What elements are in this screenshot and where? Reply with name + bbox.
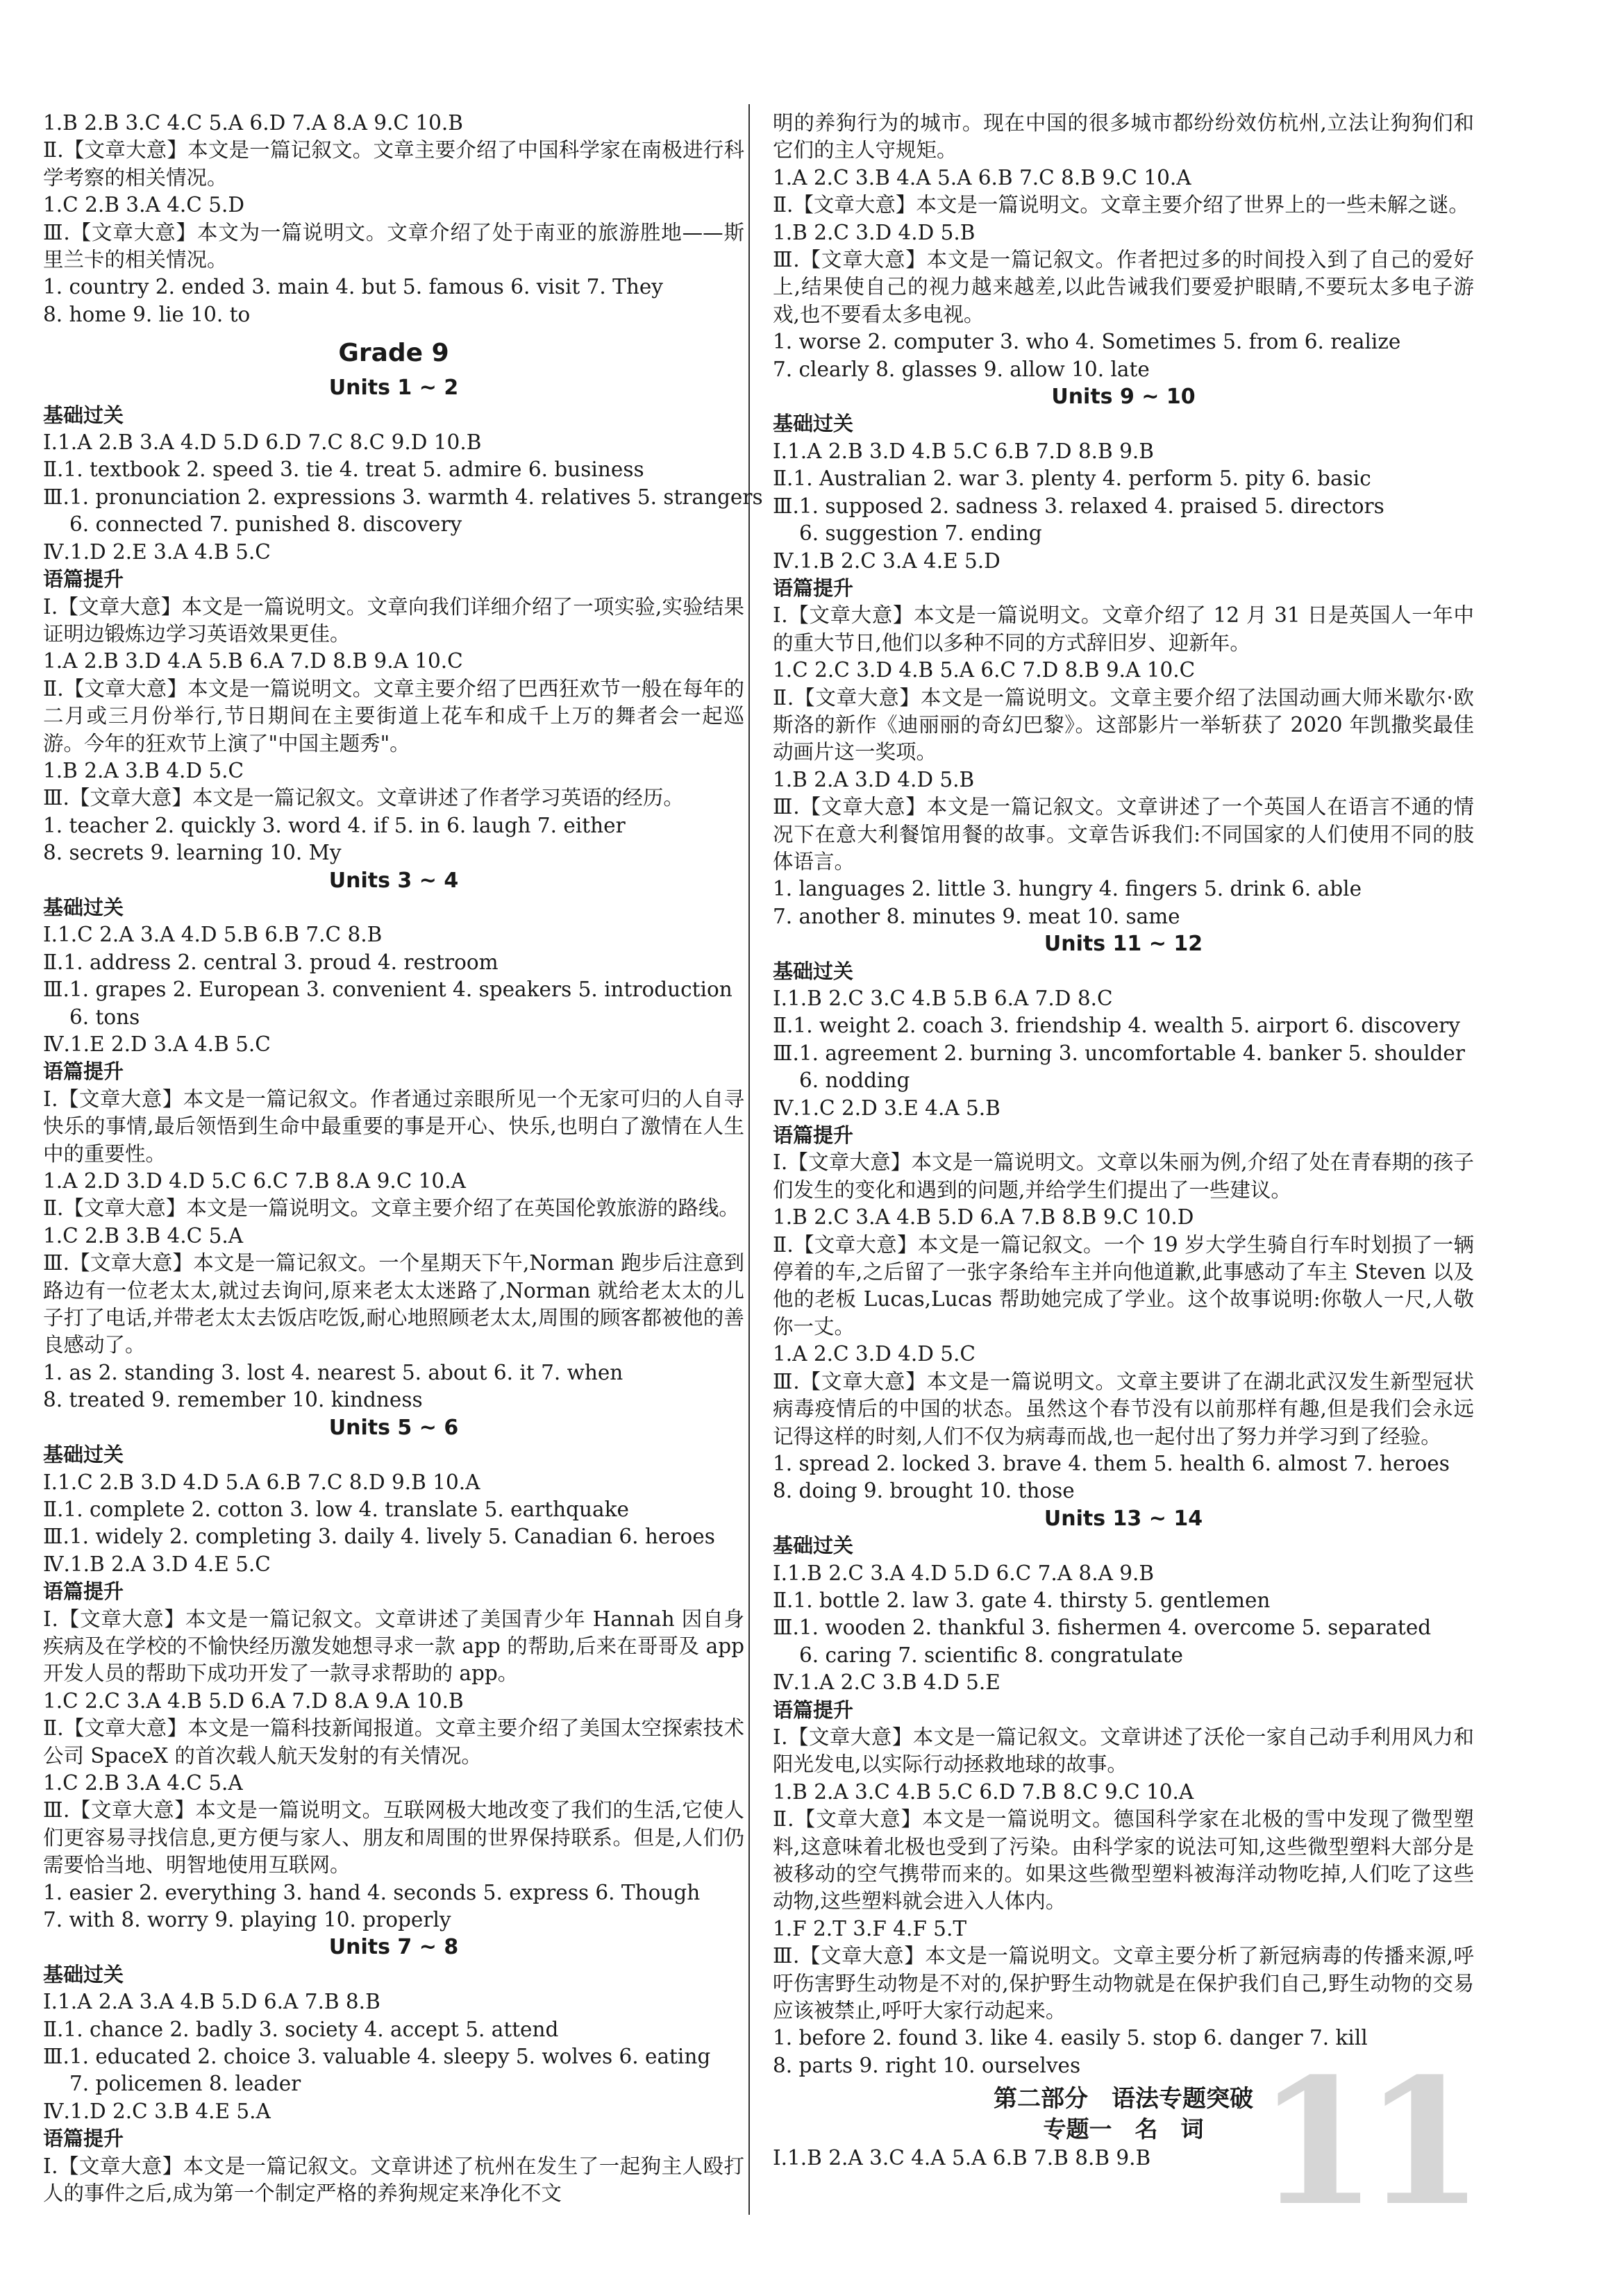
answer-line: 1.C 2.C 3.A 4.B 5.D 6.A 7.D 8.A 9.A 10.B	[43, 1689, 464, 1713]
answer-line: 8. treated 9. remember 10. kindness	[43, 1388, 423, 1412]
units-heading: Units 7 ~ 8	[328, 1935, 459, 1960]
section-label: 基础过关	[773, 959, 854, 983]
summary-paragraph: 明的养狗行为的城市。现在中国的很多城市都纷纷效仿杭州,立法让狗狗们和它们的主人守规矩。	[773, 111, 1474, 162]
section-label: 基础过关	[43, 895, 124, 919]
summary-paragraph: Ⅰ.【文章大意】本文是一篇记叙文。文章讲述了杭州在发生了一起狗主人殴打人的事件之后,成为第一个制定严格的养狗规定来净化不文	[43, 2154, 744, 2206]
answer-line: 6. nodding	[799, 1069, 910, 1093]
section-label: 基础过关	[773, 1534, 854, 1558]
topic-heading: 专题一 名 词	[1043, 2115, 1204, 2143]
answer-line: 1. before 2. found 3. like 4. easily 5. stop 6. danger 7. kill	[773, 2026, 1368, 2050]
answer-line: 1. easier 2. everything 3. hand 4. seconds 5. express 6. Though	[43, 1880, 701, 1904]
summary-paragraph: Ⅰ.【文章大意】本文是一篇说明文。文章介绍了 12 月 31 日是英国人一年中的重大节日,他们以多种不同的方式辞旧岁、迎新年。	[773, 603, 1474, 655]
answer-line: 1.C 2.B 3.B 4.C 5.A	[43, 1223, 244, 1248]
answer-line: 1.A 2.C 3.D 4.D 5.C	[773, 1342, 976, 1366]
column-divider	[748, 104, 750, 2215]
answer-line: 8. secrets 9. learning 10. My	[43, 841, 342, 865]
summary-paragraph: Ⅲ.【文章大意】本文是一篇记叙文。文章讲述了作者学习英语的经历。	[43, 786, 684, 810]
answer-line: Ⅲ.1. educated 2. choice 3. valuable 4. sleepy 5. wolves 6. eating	[43, 2045, 711, 2069]
answer-line: Ⅱ.1. weight 2. coach 3. friendship 4. wealth 5. airport 6. discovery	[773, 1014, 1460, 1038]
answer-line: 1.A 2.D 3.D 4.D 5.C 6.C 7.B 8.A 9.C 10.A	[43, 1169, 466, 1193]
section-label: 语篇提升	[773, 1698, 854, 1722]
page-number: 11	[1257, 2040, 1471, 2244]
summary-paragraph: Ⅲ.【文章大意】本文为一篇说明文。文章介绍了处于南亚的旅游胜地——斯里兰卡的相关情况。	[43, 220, 744, 272]
units-heading: Units 1 ~ 2	[328, 376, 459, 401]
answer-line: Ⅳ.1.B 2.C 3.A 4.E 5.D	[773, 548, 1001, 573]
answer-line: 1.C 2.C 3.D 4.B 5.A 6.C 7.D 8.B 9.A 10.C	[773, 658, 1196, 682]
answer-line: Ⅰ.1.B 2.C 3.A 4.D 5.D 6.C 7.A 8.A 9.B	[773, 1561, 1155, 1585]
section-label: 语篇提升	[43, 567, 124, 592]
answer-line: 8. parts 9. right 10. ourselves	[773, 2053, 1081, 2077]
summary-paragraph: Ⅱ.【文章大意】本文是一篇科技新闻报道。文章主要介绍了美国太空探索技术公司 SpaceX 的首次载人航天发射的有关情况。	[43, 1716, 744, 1768]
summary-paragraph: Ⅲ.【文章大意】本文是一篇说明文。文章主要分析了新冠病毒的传播来源,呼吁伤害野生动物是不对的,保护野生动物就是在保护我们自己,野生动物的交易应该被禁止,呼吁大家行动起来。	[773, 1944, 1474, 2023]
right-column	[773, 110, 1474, 2172]
answer-line: 1.A 2.C 3.B 4.A 5.A 6.B 7.C 8.B 9.C 10.A	[773, 165, 1191, 190]
summary-paragraph: Ⅱ.【文章大意】本文是一篇说明文。德国科学家在北极的雪中发现了微型塑料,这意味着北极也受到了污染。由科学家的说法可知,这些微型塑料大部分是被移动的空气携带而来的。如果这些微型塑料被海洋动物吃掉,人们吃了这些动物,这些塑料就会进入人体内。	[773, 1807, 1474, 1913]
answer-line: 1.C 2.B 3.A 4.C 5.A	[43, 1770, 243, 1795]
answer-line: Ⅳ.1.E 2.D 3.A 4.B 5.C	[43, 1032, 271, 1056]
section-label: 语篇提升	[773, 1123, 854, 1148]
summary-paragraph: Ⅰ.【文章大意】本文是一篇记叙文。文章讲述了美国青少年 Hannah 因自身疾病及在学校的不愉快经历激发她想寻求一款 app 的帮助,后来在哥哥及 app 开发人员的帮助下成功开发了一款寻求帮助的 app。	[43, 1607, 744, 1686]
summary-paragraph: Ⅱ.【文章大意】本文是一篇说明文。文章主要介绍了法国动画大师米歇尔·欧斯洛的新作《迪丽丽的奇幻巴黎》。这部影片一举斩获了 2020 年凯撒奖最佳动画片这一奖项。	[773, 685, 1474, 764]
summary-paragraph: Ⅲ.【文章大意】本文是一篇记叙文。文章讲述了一个英国人在语言不通的情况下在意大利餐馆用餐的故事。文章告诉我们:不同国家的人们使用不同的肢体语言。	[773, 795, 1474, 873]
answer-line: Ⅰ.1.B 2.A 3.C 4.A 5.A 6.B 7.B 8.B 9.B	[773, 2146, 1151, 2170]
answer-line: Ⅰ.1.B 2.C 3.C 4.B 5.B 6.A 7.D 8.C	[773, 987, 1113, 1010]
summary-paragraph: Ⅰ.【文章大意】本文是一篇说明文。文章以朱丽为例,介绍了处在青春期的孩子们发生的变化和遇到的问题,并给学生们提出了一些建议。	[773, 1150, 1474, 1202]
units-heading: Units 11 ~ 12	[1044, 932, 1203, 957]
summary-paragraph: Ⅲ.【文章大意】本文是一篇说明文。互联网极大地改变了我们的生活,它使人们更容易寻找信息,更方便与家人、朋友和周围的世界保持联系。但是,人们仍需要恰当地、明智地使用互联网。	[43, 1798, 744, 1877]
section-label: 语篇提升	[773, 576, 854, 600]
summary-paragraph: Ⅱ.【文章大意】本文是一篇记叙文。文章主要介绍了中国科学家在南极进行科学考察的相关情况。	[43, 138, 744, 190]
answer-line: 7. with 8. worry 9. playing 10. properly	[43, 1908, 451, 1932]
summary-paragraph: Ⅰ.【文章大意】本文是一篇记叙文。文章讲述了沃伦一家自己动手利用风力和阳光发电,以实际行动拯救地球的故事。	[773, 1725, 1474, 1777]
summary-paragraph: Ⅲ.【文章大意】本文是一篇说明文。文章主要讲了在湖北武汉发生新型冠状病毒疫情后的中国的状态。虽然这个春节没有以前那样有趣,但是我们会永远记得这样的时刻,人们不仅为病毒而战,也一起付出了努力并学习到了经验。	[773, 1369, 1474, 1448]
section-label: 基础过关	[43, 403, 124, 427]
summary-paragraph: Ⅰ.【文章大意】本文是一篇说明文。文章向我们详细介绍了一项实验,实验结果证明边锻炼边学习英语效果更佳。	[43, 594, 744, 646]
units-heading: Units 13 ~ 14	[1044, 1506, 1203, 1531]
answer-line: 1.B 2.C 3.D 4.D 5.B	[773, 220, 976, 244]
answer-line: Ⅰ.1.A 2.B 3.A 4.D 5.D 6.D 7.C 8.C 9.D 10.B	[43, 430, 482, 455]
answer-line: Ⅲ.1. supposed 2. sadness 3. relaxed 4. praised 5. directors	[773, 494, 1384, 518]
answer-line: Ⅳ.1.C 2.D 3.E 4.A 5.B	[773, 1096, 1001, 1120]
answer-line: Ⅲ.1. grapes 2. European 3. convenient 4. speakers 5. introduction	[43, 978, 732, 1002]
answer-line: 1.B 2.A 3.D 4.D 5.B	[773, 767, 975, 791]
answer-line: Ⅰ.1.C 2.A 3.A 4.D 5.B 6.B 7.C 8.B	[43, 923, 383, 947]
section-label: 基础过关	[43, 1443, 124, 1467]
answer-line: Ⅱ.1. Australian 2. war 3. plenty 4. perform 5. pity 6. basic	[773, 467, 1371, 491]
answer-line: Ⅱ.1. textbook 2. speed 3. tie 4. treat 5. admire 6. business	[43, 458, 644, 482]
answer-line: Ⅰ.1.A 2.B 3.D 4.B 5.C 6.B 7.D 8.B 9.B	[773, 439, 1154, 463]
answer-line: Ⅲ.1. pronunciation 2. expressions 3. warmth 4. relatives 5. strangers	[43, 485, 763, 509]
answer-line: 1. as 2. standing 3. lost 4. nearest 5. about 6. it 7. when	[43, 1360, 623, 1384]
answer-line: 7. another 8. minutes 9. meat 10. same	[773, 904, 1180, 928]
part-heading: 第二部分 语法专题突破	[994, 2085, 1253, 2113]
summary-paragraph: Ⅲ.【文章大意】本文是一篇记叙文。作者把过多的时间投入到了自己的爱好上,结果使自己的视力越来越差,以此告诫我们要爱护眼睛,不要玩太多电子游戏,也不要看太多电视。	[773, 248, 1474, 326]
answer-line: 7. clearly 8. glasses 9. allow 10. late	[773, 357, 1150, 381]
answer-line: 1. country 2. ended 3. main 4. but 5. famous 6. visit 7. They	[43, 275, 663, 299]
answer-line: 6. caring 7. scientific 8. congratulate	[799, 1643, 1183, 1667]
answer-line: Ⅲ.1. widely 2. completing 3. daily 4. lively 5. Canadian 6. heroes	[43, 1525, 715, 1549]
answer-line: Ⅲ.1. agreement 2. burning 3. uncomfortable 4. banker 5. shoulder	[773, 1041, 1465, 1065]
answer-line: Ⅰ.1.A 2.A 3.A 4.B 5.D 6.A 7.B 8.B	[43, 1990, 380, 2014]
section-label: 语篇提升	[43, 1579, 124, 1604]
answer-line: Ⅱ.1. address 2. central 3. proud 4. restroom	[43, 950, 499, 974]
answer-line: Ⅳ.1.A 2.C 3.B 4.D 5.E	[773, 1670, 1001, 1695]
answer-line: Ⅱ.1. complete 2. cotton 3. low 4. translate 5. earthquake	[43, 1497, 629, 1521]
left-column	[43, 110, 763, 2207]
answer-line: Ⅰ.1.C 2.B 3.D 4.D 5.A 6.B 7.C 8.D 9.B 10.A	[43, 1470, 480, 1494]
answer-line: 8. home 9. lie 10. to	[43, 302, 251, 326]
section-label: 语篇提升	[43, 1059, 124, 1084]
answer-line: Ⅱ.1. bottle 2. law 3. gate 4. thirsty 5. gentlemen	[773, 1588, 1271, 1612]
summary-paragraph: Ⅰ.【文章大意】本文是一篇记叙文。作者通过亲眼所见一个无家可归的人自寻快乐的事情,最后领悟到生命中最重要的事是开心、快乐,也明白了激情在人生中的重要性。	[43, 1087, 744, 1166]
answer-line: Ⅳ.1.D 2.C 3.B 4.E 5.A	[43, 2099, 271, 2123]
answer-line: Ⅳ.1.D 2.E 3.A 4.B 5.C	[43, 539, 271, 564]
answer-line: 1. spread 2. locked 3. brave 4. them 5. health 6. almost 7. heroes	[773, 1451, 1450, 1475]
summary-paragraph: Ⅱ.【文章大意】本文是一篇说明文。文章主要介绍了世界上的一些未解之谜。	[773, 193, 1469, 217]
summary-paragraph: Ⅲ.【文章大意】本文是一篇记叙文。一个星期天下午,Norman 跑步后注意到路边有一位老太太,就过去询问,原来老太太迷路了,Norman 就给老太太的儿子打了电话,并带老太太去饭店吃饭,耐心地照顾老太太,周围的顾客都被他的善良感动了。	[43, 1251, 744, 1357]
answer-line: 1.C 2.B 3.A 4.C 5.D	[43, 193, 245, 217]
answer-line: 6. connected 7. punished 8. discovery	[69, 512, 462, 537]
units-heading: Units 5 ~ 6	[328, 1415, 459, 1440]
answer-line: 1.F 2.T 3.F 4.F 5.T	[773, 1916, 966, 1941]
units-heading: Units 9 ~ 10	[1051, 385, 1196, 410]
answer-line: 1.B 2.A 3.C 4.B 5.C 6.D 7.B 8.C 9.C 10.A	[773, 1779, 1194, 1804]
section-label: 基础过关	[773, 412, 854, 436]
answer-line: 1.B 2.C 3.A 4.B 5.D 6.A 7.B 8.B 9.C 10.D	[773, 1205, 1194, 1230]
answer-line: 1.A 2.B 3.D 4.A 5.B 6.A 7.D 8.B 9.A 10.C	[43, 649, 463, 673]
answer-line: Ⅱ.1. chance 2. badly 3. society 4. accept 5. attend	[43, 2017, 559, 2041]
grade-heading: Grade 9	[338, 339, 449, 368]
units-heading: Units 3 ~ 4	[328, 868, 459, 893]
summary-paragraph: Ⅱ.【文章大意】本文是一篇说明文。文章主要介绍了巴西狂欢节一般在每年的二月或三月份举行,节日期间在主要街道上花车和成千上万的舞者会一起巡游。今年的狂欢节上演了"中国主题秀"。	[43, 676, 744, 755]
answer-line: 6. suggestion 7. ending	[799, 521, 1042, 546]
answer-line: 7. policemen 8. leader	[69, 2072, 301, 2096]
answer-line: 1. languages 2. little 3. hungry 4. fingers 5. drink 6. able	[773, 877, 1362, 901]
section-label: 语篇提升	[43, 2127, 124, 2151]
answer-line: Ⅲ.1. wooden 2. thankful 3. fishermen 4. overcome 5. separated	[773, 1616, 1432, 1640]
answer-line: 6. tons	[69, 1005, 140, 1029]
answer-line: 1.B 2.A 3.B 4.D 5.C	[43, 758, 244, 782]
answer-line: 1. worse 2. computer 3. who 4. Sometimes 5. from 6. realize	[773, 330, 1401, 354]
summary-paragraph: Ⅱ.【文章大意】本文是一篇记叙文。一个 19 岁大学生骑自行车时划损了一辆停着的车,之后留了一张字条给车主并向他道歉,此事感动了车主 Steven 以及他的老板 Lucas,Lucas 帮助她完成了学业。这个故事说明:你敬人一尺,人敬你一丈。	[773, 1232, 1474, 1339]
answer-line: 8. doing 9. brought 10. those	[773, 1479, 1075, 1503]
answer-line: Ⅳ.1.B 2.A 3.D 4.E 5.C	[43, 1552, 271, 1576]
answer-line: 1. teacher 2. quickly 3. word 4. if 5. in 6. laugh 7. either	[43, 813, 626, 837]
answer-line: 1.B 2.B 3.C 4.C 5.A 6.D 7.A 8.A 9.C 10.B	[43, 111, 463, 135]
section-label: 基础过关	[43, 1962, 124, 1986]
summary-paragraph: Ⅱ.【文章大意】本文是一篇说明文。文章主要介绍了在英国伦敦旅游的路线。	[43, 1196, 739, 1221]
